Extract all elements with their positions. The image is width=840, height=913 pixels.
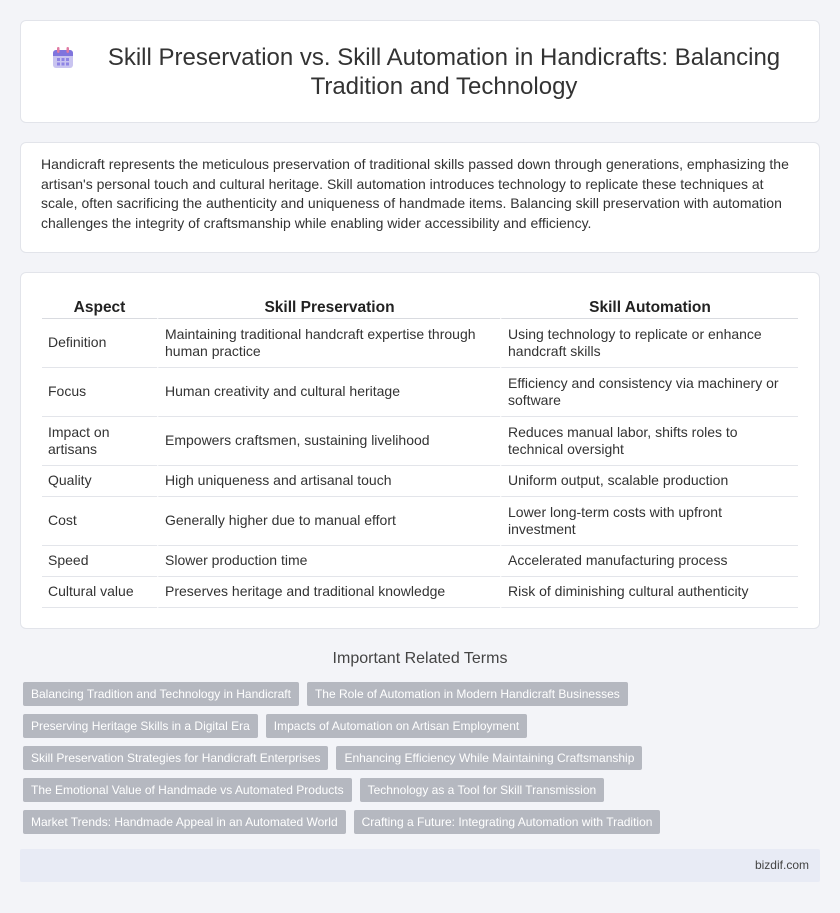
cell-preservation: Slower production time [157,546,500,577]
related-term-link[interactable]: Technology as a Tool for Skill Transmission [360,778,605,802]
cell-aspect: Speed [42,546,157,577]
related-term-link[interactable]: Preserving Heritage Skills in a Digital Era [23,714,258,738]
cell-aspect: Definition [42,319,157,368]
cell-aspect: Impact on artisans [42,417,157,466]
tag-row [23,810,823,834]
related-term-link[interactable]: The Role of Automation in Modern Handicraft Businesses [307,682,628,706]
cell-preservation: Preserves heritage and traditional knowledge [157,577,500,608]
table-row [42,577,798,608]
title-card [20,20,820,123]
cell-aspect: Quality [42,466,157,497]
related-term-link[interactable]: Crafting a Future: Integrating Automation with Tradition [354,810,661,834]
table-row [42,546,798,577]
comparison-table [42,295,798,608]
table-row [42,466,798,497]
header-aspect: Aspect [42,295,157,319]
header-skill-automation: Skill Automation [500,295,798,319]
footer [20,849,820,882]
cell-aspect: Cost [42,497,157,546]
table-row [42,368,798,417]
table-row [42,319,798,368]
table-row [42,417,798,466]
title-wrap [50,43,790,101]
table-row [42,497,798,546]
header-skill-preservation: Skill Preservation [157,295,500,319]
related-terms-list [23,682,823,842]
cell-preservation: Empowers craftsmen, sustaining livelihood [157,417,500,466]
intro-card [20,142,820,253]
table-header-row [42,295,798,319]
cell-preservation: Maintaining traditional handcraft expertise through human practice [157,319,500,368]
related-term-link[interactable]: Skill Preservation Strategies for Handicraft Enterprises [23,746,328,770]
tag-row [23,714,823,738]
related-terms-heading: Important Related Terms [332,650,508,667]
cell-preservation: Generally higher due to manual effort [157,497,500,546]
related-term-link[interactable]: Balancing Tradition and Technology in Handicraft [23,682,299,706]
related-term-link[interactable]: The Emotional Value of Handmade vs Automated Products [23,778,352,802]
calendar-icon [50,45,76,71]
cell-automation: Efficiency and consistency via machinery or software [500,368,798,417]
cell-automation: Accelerated manufacturing process [500,546,798,577]
cell-automation: Risk of diminishing cultural authenticity [500,577,798,608]
tag-row [23,746,823,770]
cell-automation: Using technology to replicate or enhance handcraft skills [500,319,798,368]
tag-row [23,682,823,706]
cell-automation: Lower long-term costs with upfront investment [500,497,798,546]
intro-paragraph: Handicraft represents the meticulous preservation of traditional skills passed down through generations, emphasizing the artisan's personal touch and cultural heritage. Skill automation introduces technology to replicate these techniques at scale, often sacrificing the authenticity and uniqueness of handmade items. Balancing skill preservation with automation challenges the integrity of craftsmanship while enabling wider accessibility and efficiency. [41,156,789,231]
related-term-link[interactable]: Impacts of Automation on Artisan Employment [266,714,527,738]
cell-automation: Reduces manual labor, shifts roles to technical oversight [500,417,798,466]
cell-preservation: High uniqueness and artisanal touch [157,466,500,497]
cell-preservation: Human creativity and cultural heritage [157,368,500,417]
comparison-card [20,272,820,629]
page-title: Skill Preservation vs. Skill Automation in Handicrafts: Balancing Tradition and Technology [107,43,781,100]
related-term-link[interactable]: Market Trends: Handmade Appeal in an Automated World [23,810,346,834]
tag-row [23,778,823,802]
cell-aspect: Cultural value [42,577,157,608]
cell-automation: Uniform output, scalable production [500,466,798,497]
cell-aspect: Focus [42,368,157,417]
related-term-link[interactable]: Enhancing Efficiency While Maintaining Craftsmanship [336,746,642,770]
footer-site-link[interactable]: bizdif.com [754,858,809,872]
